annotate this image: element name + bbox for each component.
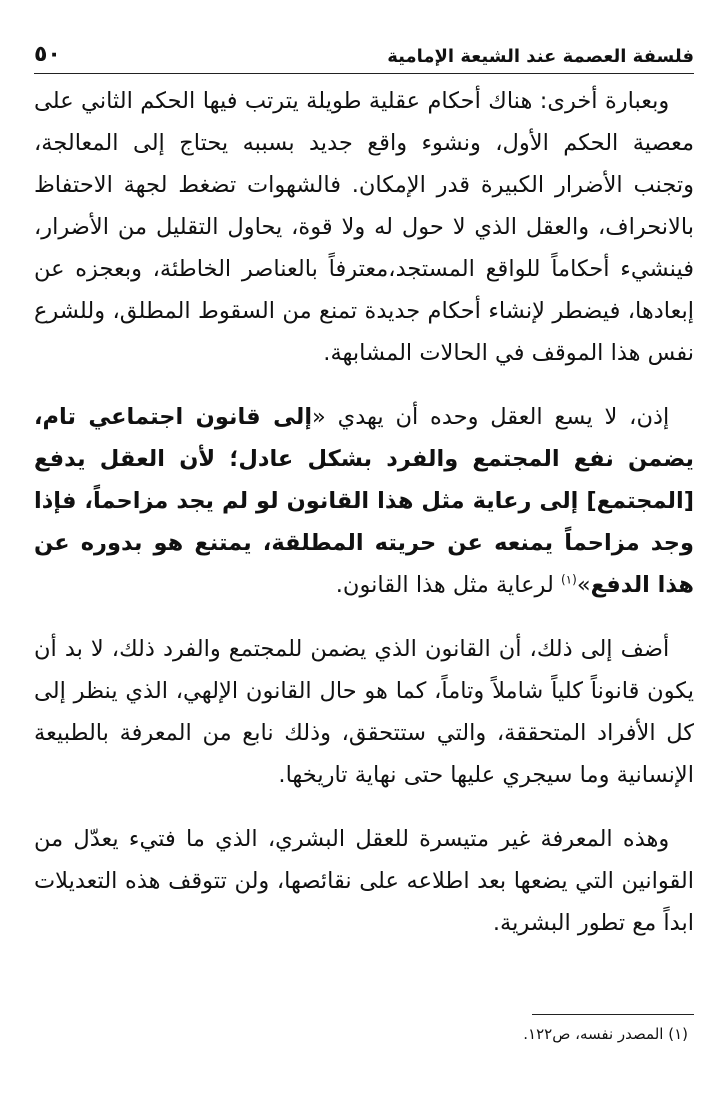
paragraph-2-end: لرعاية مثل هذا القانون.: [335, 572, 561, 598]
page-body: [34, 80, 694, 966]
paragraph-1: وبعبارة أخرى: هناك أحكام عقلية طويلة يترتب فيها الحكم الثاني على معصية الحكم الأول، ونشوء واقع جديد بسببه يحتاج إلى المعالجة، وتجنب الأضرار الكبيرة قدر الإمكان. فالشهوات تضغط لجهة الاحتفاظ بالانحراف، والعقل الذي لا حول له ولا قوة، يحاول التقليل من الأضرار، فينشيء أحكاماً للواقع المستجد،معترفاً بالعناصر الخاطئة، وبعجزه عن إبعادها، فيضطر لإنشاء أحكام جديدة تمنع من السقوط المطلق، وللشرع نفس هذا الموقف في الحالات المشابهة.: [34, 88, 694, 366]
paragraph-4: وهذه المعرفة غير متيسرة للعقل البشري، الذي ما فتيء يعدّل من القوانين التي يضعها بعد اطلاعه على نقائصها، ولن تتوقف هذه التعديلات ابداً مع تطور البشرية.: [34, 826, 694, 936]
quote-close-mark: »: [576, 572, 591, 598]
footnote-reference: (١): [560, 572, 577, 587]
page-header: [34, 34, 694, 74]
running-title: فلسفة العصمة عند الشيعة الإمامية: [387, 46, 694, 67]
paragraph-2: [34, 396, 694, 606]
paragraph-2-quote: إلى قانون اجتماعي تام، يضمن نفع المجتمع والفرد بشكل عادل؛ لأن العقل يدفع [المجتمع] إلى رعاية مثل هذا القانون لو لم يجد مزاحماً، فإذا وجد مزاحماً يمنعه عن حريته المطلقة، يمتنع هو بدوره عن هذا الدفع: [34, 404, 694, 598]
footnote: (١) المصدر نفسه، ص١٢٢.: [523, 1025, 688, 1043]
paragraph-3: أضف إلى ذلك، أن القانون الذي يضمن للمجتمع والفرد ذلك، لا بد أن يكون قانوناً كلياً شاملاً وتاماً، كما هو حال القانون الإلهي، الذي ينظر إلى كل الأفراد المتحققة، والتي ستتحقق، وذلك نابع من المعرفة بالطبيعة الإنسانية وما سيجري عليها حتى نهاية تاريخها.: [34, 636, 694, 788]
paragraph-2-intro: إذن، لا يسع العقل وحده أن يهدي «: [312, 404, 670, 430]
page-number: ٥٠: [34, 42, 61, 67]
footnote-divider: [532, 1014, 694, 1015]
